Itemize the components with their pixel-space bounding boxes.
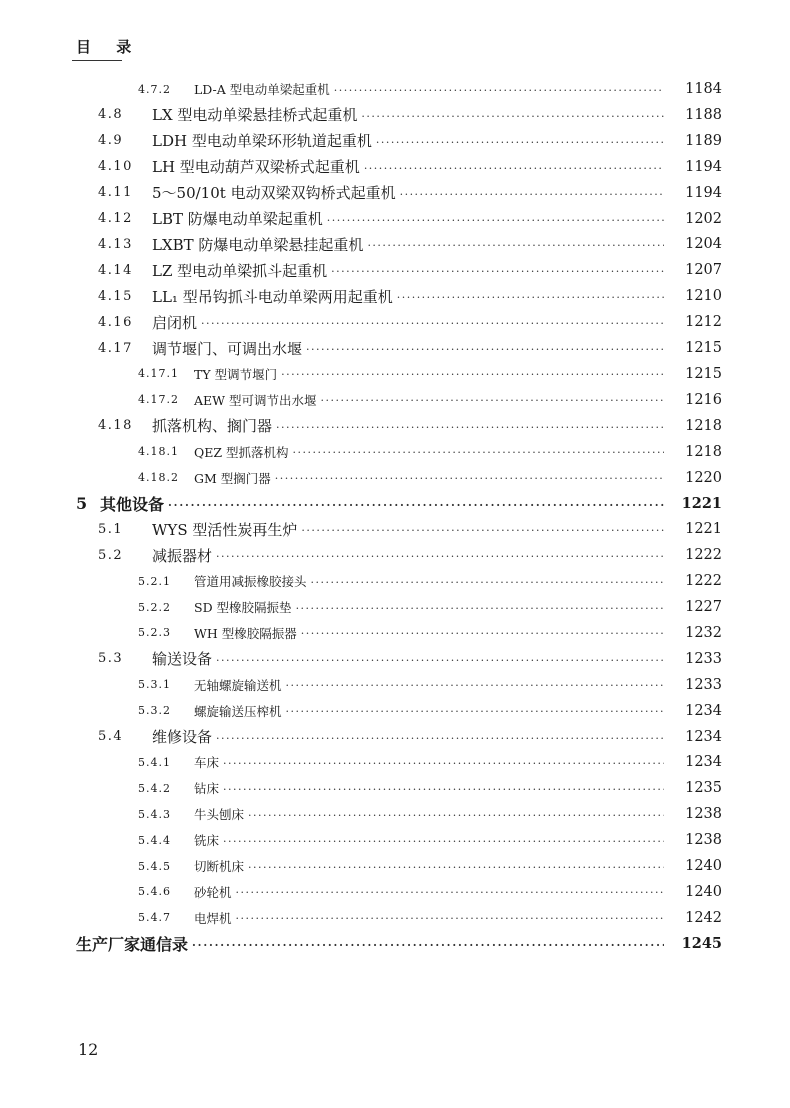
toc-entry [0, 182, 722, 204]
toc-entry [0, 674, 722, 696]
toc-entry-title: 铣床 [194, 833, 220, 849]
toc-entry-page: 1222 [685, 573, 722, 590]
dot-leader [286, 677, 664, 692]
toc-entry-title: SD 型橡胶隔振垫 [194, 600, 292, 615]
toc-entry-page: 1240 [685, 858, 722, 874]
toc-entry-title: 车床 [194, 755, 220, 771]
toc-entry-number: 4.7.2 [138, 82, 171, 96]
dot-leader [216, 728, 664, 746]
toc-entry-number: 5.3.2 [138, 704, 171, 718]
toc-entry-title: LX 型电动单梁悬挂桥式起重机 [152, 106, 358, 125]
toc-entry-title: LXBT 防爆电动单梁悬挂起重机 [152, 235, 364, 254]
dot-leader [223, 833, 664, 848]
toc-entry-page: 1184 [685, 81, 722, 97]
toc-entry-page: 1227 [685, 599, 722, 615]
toc-entry-number: 4.17 [98, 340, 133, 356]
toc-entry [0, 285, 722, 307]
toc-entry-title: 调节堰门、可调出水堰 [152, 339, 303, 358]
toc-entry-title: 生产厂家通信录 [76, 935, 189, 955]
toc-entry-title: 电焊机 [194, 910, 232, 926]
toc-entry-number: 4.8 [98, 107, 124, 123]
toc-entry-title: 抓落机构、搁门器 [152, 417, 273, 436]
toc-entry [0, 259, 722, 281]
toc-entry-page: 1189 [685, 132, 722, 149]
toc-entry [0, 441, 722, 463]
dot-leader [400, 184, 664, 202]
toc-entry-number: 5.4.5 [138, 859, 171, 873]
toc-entry-page: 1207 [685, 262, 722, 279]
toc-entry [0, 855, 722, 877]
toc-entry-title: 输送设备 [152, 650, 213, 669]
toc-entry-number: 4.12 [98, 211, 133, 226]
toc-entry-page: 1222 [685, 547, 722, 564]
toc-entry-number: 5.2.1 [138, 574, 171, 588]
toc-entry-page: 1216 [685, 391, 722, 408]
dot-leader [367, 235, 664, 253]
dot-leader [286, 703, 664, 718]
toc-entry-title: LL₁ 型吊钩抓斗电动单梁两用起重机 [152, 287, 393, 306]
toc-entry [0, 311, 722, 333]
dot-leader [236, 884, 664, 899]
toc-entry-title: LZ 型电动单梁抓斗起重机 [152, 261, 328, 280]
toc-entry-number: 5 [76, 493, 88, 513]
toc-entry-number: 4.17.2 [138, 393, 179, 407]
toc-entry-page: 1221 [681, 494, 722, 512]
toc-entry-title: LD-A 型电动单梁起重机 [194, 82, 330, 97]
dot-leader [275, 470, 664, 485]
toc-entry-page: 1218 [685, 417, 722, 434]
toc-entry-page: 1240 [685, 883, 722, 900]
toc-entry-title: LH 型电动葫芦双梁桥式起重机 [152, 158, 360, 177]
toc-entry-title: LBT 防爆电动单梁起重机 [152, 210, 323, 228]
toc-entry-title: 维修设备 [152, 728, 213, 746]
dot-leader [216, 650, 664, 668]
toc-entry-title: 管道用减振橡胶接头 [194, 574, 307, 590]
toc-entry-title: 螺旋输送压榨机 [194, 703, 282, 719]
toc-entry-title: 减振器材 [152, 546, 213, 565]
dot-leader [331, 261, 664, 279]
toc-entry-number: 4.18.2 [138, 471, 179, 484]
toc-entry-title: 5～50/10t 电动双梁双钩桥式起重机 [152, 184, 396, 203]
toc-entry-title: 钻床 [194, 781, 220, 797]
header-rule [72, 60, 122, 61]
toc-entry [0, 233, 722, 255]
toc-entry-number: 4.17.1 [138, 367, 179, 381]
toc-entry [0, 492, 722, 514]
dot-leader [397, 287, 664, 305]
dot-leader [361, 106, 664, 124]
toc-entry [0, 156, 722, 178]
toc-entry [0, 881, 722, 903]
toc-entry-page: 1215 [685, 365, 722, 382]
toc-entry-number: 5.4.6 [138, 885, 171, 899]
toc-entry [0, 78, 722, 100]
toc-entry [0, 829, 722, 851]
dot-leader [201, 313, 664, 331]
toc-entry-page: 1202 [685, 210, 722, 227]
toc-entry [0, 544, 722, 566]
toc-entry-page: 1210 [685, 288, 722, 305]
dot-leader [223, 755, 664, 770]
toc-entry [0, 700, 722, 722]
toc-entry [0, 130, 722, 152]
toc-entry-title: 其他设备 [100, 494, 165, 514]
dot-leader [320, 392, 664, 407]
dot-leader [281, 366, 664, 381]
toc-entry-title: 砂轮机 [194, 884, 232, 900]
running-header: 目 录 [76, 38, 142, 56]
dot-leader [327, 210, 664, 228]
toc-entry-page: 1234 [685, 728, 722, 745]
toc-entry-number: 5.3.1 [138, 678, 171, 692]
toc-entry-number: 4.13 [98, 236, 133, 252]
dot-leader [276, 417, 664, 435]
toc-entry [0, 751, 722, 773]
toc-entry-number: 4.18.1 [138, 445, 179, 459]
page-number: 12 [78, 1040, 99, 1059]
toc-entry-page: 1215 [685, 340, 722, 356]
toc-entry-page: 1233 [685, 676, 722, 693]
toc-entry [0, 518, 722, 540]
toc-entry-number: 4.16 [98, 314, 133, 330]
toc-entry-number: 4.9 [98, 133, 124, 149]
toc-entry-number: 4.14 [98, 262, 133, 278]
toc-entry-page: 1194 [685, 184, 722, 201]
toc-entry-title: 牛头刨床 [194, 807, 245, 823]
toc-entry-page: 1221 [685, 521, 722, 538]
toc-entry [0, 596, 722, 618]
toc-entry [0, 777, 722, 799]
dot-leader [168, 494, 664, 513]
toc-entry-page: 1234 [685, 702, 722, 719]
toc-entry-title: 启闭机 [152, 313, 198, 332]
toc-entry-title: QEZ 型抓落机构 [194, 444, 289, 460]
dot-leader [216, 546, 664, 564]
dot-leader [223, 781, 664, 796]
dot-leader [236, 910, 664, 925]
toc-entry-number: 5.4.4 [138, 833, 171, 847]
toc-entry [0, 803, 722, 825]
toc-entry-number: 5.4.1 [138, 755, 171, 769]
toc-entry-number: 5.4.7 [138, 911, 171, 925]
toc-entry-title: WYS 型活性炭再生炉 [152, 520, 298, 539]
toc-entry-number: 5.4.2 [138, 781, 171, 795]
toc-entry [0, 467, 722, 489]
dot-leader [301, 520, 664, 538]
toc-entry-number: 5.1 [98, 521, 124, 537]
toc-entry-number: 5.4 [98, 729, 124, 744]
toc-entry-page: 1233 [685, 650, 722, 667]
dot-leader [248, 807, 664, 822]
toc-entry-page: 1238 [685, 806, 722, 823]
dot-leader [301, 625, 664, 640]
dot-leader [296, 600, 664, 615]
toc-entry-number: 5.4.3 [138, 807, 171, 821]
toc-entry-page: 1194 [685, 158, 722, 175]
toc-entry-title: TY 型调节堰门 [194, 366, 278, 382]
toc-entry [0, 622, 722, 644]
toc-entry-title: LDH 型电动单梁环形轨道起重机 [152, 132, 372, 151]
toc-entry-number: 5.2.3 [138, 626, 171, 640]
toc-entry [0, 570, 722, 592]
toc-entry-number: 5.3 [98, 651, 124, 667]
toc-entry [0, 208, 722, 230]
toc-entry [0, 726, 722, 748]
dot-leader [376, 132, 664, 150]
toc-entry [0, 104, 722, 126]
dot-leader [334, 82, 664, 97]
toc-entry-page: 1234 [685, 754, 722, 771]
toc-entry-page: 1235 [685, 780, 722, 797]
toc-entry-page: 1242 [685, 909, 722, 926]
toc-entry [0, 415, 722, 437]
toc-entry-title: 切断机床 [194, 859, 245, 874]
toc-entry-page: 1232 [685, 624, 722, 641]
dot-leader [293, 444, 664, 459]
toc-entry [0, 363, 722, 385]
dot-leader [192, 934, 664, 953]
toc-entry-number: 5.2.2 [138, 600, 171, 614]
toc-entry [0, 337, 722, 359]
toc-entry-page: 1238 [685, 832, 722, 849]
toc-entry-page: 1188 [685, 106, 722, 123]
toc-entry-number: 4.11 [98, 185, 133, 201]
dot-leader [311, 574, 664, 589]
toc-entry [0, 648, 722, 670]
toc-entry-number: 4.15 [98, 288, 133, 304]
toc-entry-title: WH 型橡胶隔振器 [194, 625, 297, 641]
toc-entry [0, 933, 722, 955]
dot-leader [364, 158, 664, 176]
dot-leader [248, 859, 664, 874]
toc-entry-title: 无轴螺旋输送机 [194, 677, 282, 693]
toc-entry-number: 4.10 [98, 159, 133, 175]
toc-entry-title: AEW 型可调节出水堰 [194, 392, 317, 408]
toc-entry [0, 389, 722, 411]
dot-leader [306, 339, 664, 357]
toc-entry-page: 1220 [685, 469, 722, 486]
toc-entry-page: 1204 [685, 236, 722, 253]
toc-entry-title: GM 型搁门器 [194, 470, 271, 486]
toc-entry-page: 1212 [685, 314, 722, 331]
toc-entry-page: 1218 [685, 443, 722, 460]
toc-entry-number: 5.2 [98, 547, 124, 563]
toc-entry-page: 1245 [681, 935, 722, 953]
toc-entry-number: 4.18 [98, 418, 133, 434]
toc-entry [0, 907, 722, 929]
